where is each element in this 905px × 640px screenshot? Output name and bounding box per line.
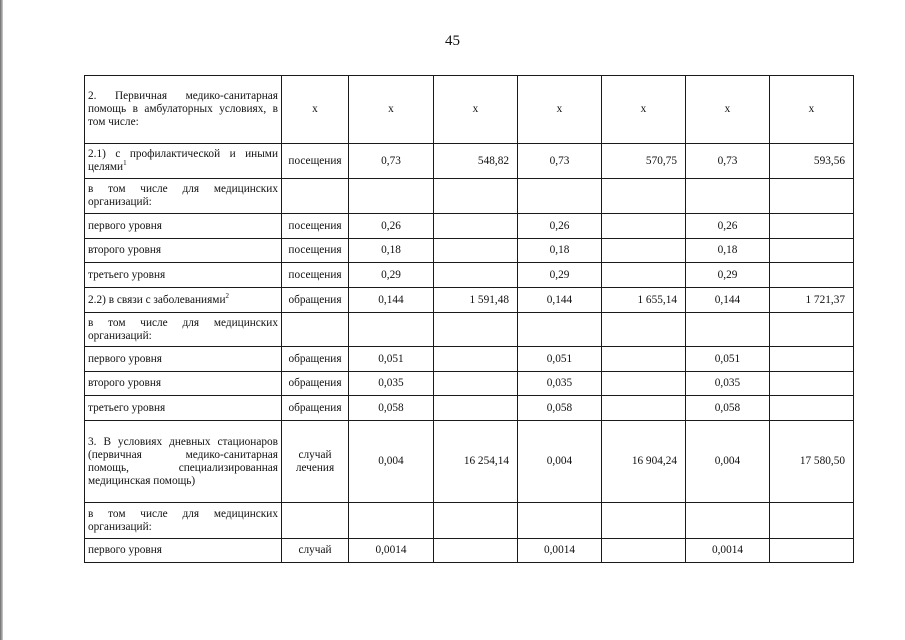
row-unit: обращения [282,288,349,313]
table-body [85,76,854,563]
value-cell [602,214,686,239]
value-cell: х [434,76,518,144]
value-cell [434,179,518,214]
row-name [85,421,282,503]
row-name-text: 2.2) в связи с заболеваниями [88,293,226,306]
value-cell [434,347,518,372]
row-name [85,179,282,214]
row-name [85,76,282,144]
row-name-text: 2. Первичная медико-санитарная помощь в амбулаторных условиях, в том числе: [88,90,278,128]
table-row [85,313,854,347]
value-cell [434,263,518,288]
value-cell [602,539,686,563]
value-cell [518,313,602,347]
table-row [85,144,854,179]
footnote-marker: 2 [225,291,229,300]
value-cell [602,503,686,539]
value-cell [349,313,434,347]
value-cell: 16 904,24 [602,421,686,503]
table-row [85,179,854,214]
row-unit: посещения [282,239,349,263]
table-row [85,214,854,239]
value-cell [434,539,518,563]
value-cell: 0,73 [686,144,770,179]
value-cell [686,503,770,539]
value-cell [770,503,854,539]
row-name-text: в том числе для медицинских организаций: [88,183,278,208]
row-name [85,313,282,347]
value-cell [770,396,854,421]
value-cell: 0,035 [349,372,434,396]
value-cell: 17 580,50 [770,421,854,503]
value-cell [602,263,686,288]
value-cell: 0,0014 [686,539,770,563]
value-cell: 0,29 [686,263,770,288]
row-unit: посещения [282,214,349,239]
row-name-text: первого уровня [88,219,162,232]
value-cell: 0,058 [349,396,434,421]
table-row [85,76,854,144]
row-name [85,144,282,179]
value-cell: 1 721,37 [770,288,854,313]
row-name-text: первого уровня [88,544,162,556]
value-cell [349,503,434,539]
row-unit: посещения [282,144,349,179]
row-unit: посещения [282,263,349,288]
value-cell [602,239,686,263]
row-name [85,539,282,563]
value-cell [518,503,602,539]
value-cell: 0,035 [686,372,770,396]
row-name-text: первого уровня [88,352,162,365]
value-cell: 0,004 [518,421,602,503]
value-cell: 0,26 [349,214,434,239]
row-unit: х [282,76,349,144]
standards-table [84,75,854,563]
row-unit [282,313,349,347]
value-cell: 0,26 [686,214,770,239]
value-cell: 1 591,48 [434,288,518,313]
row-name-text: 2.1) с профилактической и иными целями [88,148,278,173]
value-cell [770,239,854,263]
value-cell: х [686,76,770,144]
value-cell: 0,0014 [518,539,602,563]
value-cell: х [602,76,686,144]
table-row [85,288,854,313]
row-name-text: второго уровня [88,244,162,256]
scan-left-edge [0,0,3,640]
value-cell: 1 655,14 [602,288,686,313]
value-cell: 0,29 [349,263,434,288]
value-cell: 0,051 [686,347,770,372]
value-cell: 0,004 [686,421,770,503]
row-name [85,396,282,421]
table-row [85,372,854,396]
table-row [85,347,854,372]
value-cell: 548,82 [434,144,518,179]
value-cell: 0,035 [518,372,602,396]
value-cell: 570,75 [602,144,686,179]
value-cell [434,239,518,263]
table-row [85,396,854,421]
value-cell: 0,73 [349,144,434,179]
value-cell [686,179,770,214]
row-name-text: 3. В условиях дневных стационаров (первичная медико-санитарная помощь, специализированная медицинская помощь) [88,435,278,487]
value-cell [602,347,686,372]
value-cell: 0,73 [518,144,602,179]
value-cell: х [518,76,602,144]
value-cell [434,503,518,539]
row-name-text: третьего уровня [88,268,166,281]
value-cell: 593,56 [770,144,854,179]
page-number: 45 [445,33,460,49]
value-cell [434,396,518,421]
value-cell [434,313,518,347]
value-cell [434,214,518,239]
row-name [85,263,282,288]
value-cell [602,179,686,214]
value-cell: 0,144 [518,288,602,313]
row-name [85,503,282,539]
value-cell: х [770,76,854,144]
value-cell: 0,18 [518,239,602,263]
row-unit: случай [282,539,349,563]
row-name [85,372,282,396]
value-cell: 0,18 [349,239,434,263]
table-row [85,539,854,563]
value-cell [770,372,854,396]
value-cell [770,179,854,214]
value-cell: 0,004 [349,421,434,503]
row-name-text: в том числе для медицинских организаций: [88,316,278,342]
value-cell: 0,0014 [349,539,434,563]
row-unit: случай лечения [282,421,349,503]
value-cell: 0,058 [686,396,770,421]
row-unit: обращения [282,396,349,421]
value-cell: 0,18 [686,239,770,263]
footnote-marker: 1 [123,159,127,167]
value-cell [602,313,686,347]
value-cell [602,396,686,421]
value-cell [770,347,854,372]
value-cell [349,179,434,214]
value-cell [434,372,518,396]
value-cell [770,214,854,239]
value-cell [518,179,602,214]
value-cell [602,372,686,396]
row-unit [282,503,349,539]
value-cell: 0,29 [518,263,602,288]
value-cell: 0,144 [686,288,770,313]
value-cell: 0,051 [349,347,434,372]
row-unit: обращения [282,372,349,396]
table-row [85,263,854,288]
table-row [85,503,854,539]
value-cell: 0,26 [518,214,602,239]
value-cell [770,313,854,347]
value-cell [770,539,854,563]
row-name-text: в том числе для медицинских организаций: [88,507,278,533]
row-unit: обращения [282,347,349,372]
row-name-text: третьего уровня [88,401,166,414]
row-name [85,239,282,263]
row-name-text: второго уровня [88,377,162,389]
value-cell: 16 254,14 [434,421,518,503]
value-cell: х [349,76,434,144]
row-name [85,214,282,239]
value-cell [770,263,854,288]
row-name [85,347,282,372]
table-row [85,239,854,263]
row-unit [282,179,349,214]
value-cell: 0,144 [349,288,434,313]
value-cell [686,313,770,347]
value-cell: 0,058 [518,396,602,421]
row-name [85,288,282,313]
table-row [85,421,854,503]
value-cell: 0,051 [518,347,602,372]
